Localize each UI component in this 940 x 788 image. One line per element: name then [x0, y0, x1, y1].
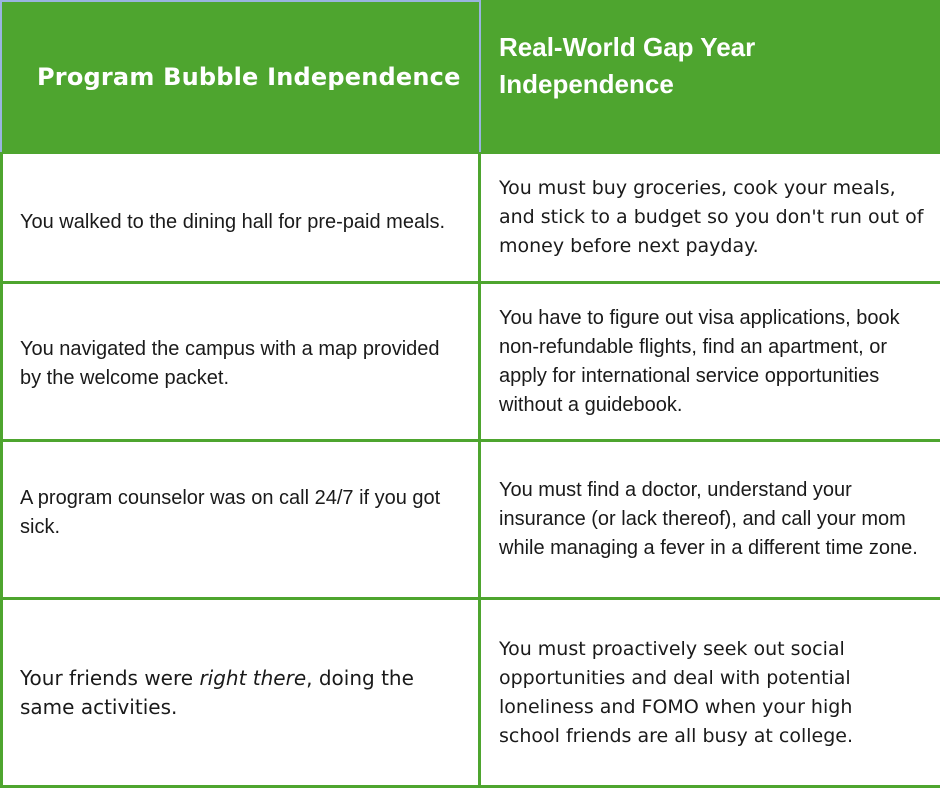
cell-text: You have to figure out visa applications, book non-refundable flights, find an apartment, or apply for international service opportunities without a guidebook. — [499, 306, 900, 416]
table-cell-right-row-3 — [481, 442, 940, 597]
table-cell-left-row-4 — [3, 600, 478, 785]
table-cell-right-row-1 — [481, 154, 940, 281]
cell-text — [20, 664, 448, 722]
cell-text: You must proactively seek out social opportunities and deal with potential loneliness and FOMO when your high school friends are all busy at college. — [499, 637, 853, 747]
table-frame-top — [0, 0, 480, 2]
table-frame-left — [0, 0, 2, 152]
cell-text-emphasis: right there — [199, 665, 307, 690]
column-header-real-world — [481, 3, 940, 151]
cell-text: You must buy groceries, cook your meals, and stick to a budget so you don't run out of money before next payday. — [499, 177, 924, 257]
table-cell-left-row-2 — [3, 284, 478, 439]
table-cell-left-row-3 — [3, 442, 478, 597]
cell-text-part: , doing the same activities. — [20, 665, 414, 719]
table-cell-right-row-2 — [481, 284, 940, 439]
column-header-program-bubble — [3, 3, 478, 151]
column-header-label: Program Bubble Independence — [37, 63, 461, 91]
table-cell-left-row-1 — [3, 154, 478, 281]
cell-text-part: Your friends were — [20, 665, 200, 690]
cell-text: You walked to the dining hall for pre-paid meals. — [20, 211, 446, 233]
cell-text: You must find a doctor, understand your insurance (or lack thereof), and call your mom while managing a fever in a different time zone. — [499, 479, 918, 559]
table-cell-right-row-4 — [481, 600, 940, 785]
cell-text: You navigated the campus with a map provided by the welcome packet. — [20, 337, 440, 389]
column-header-label: Real-World Gap Year Independence — [499, 32, 756, 99]
cell-text: A program counselor was on call 24/7 if you got sick. — [20, 486, 441, 538]
